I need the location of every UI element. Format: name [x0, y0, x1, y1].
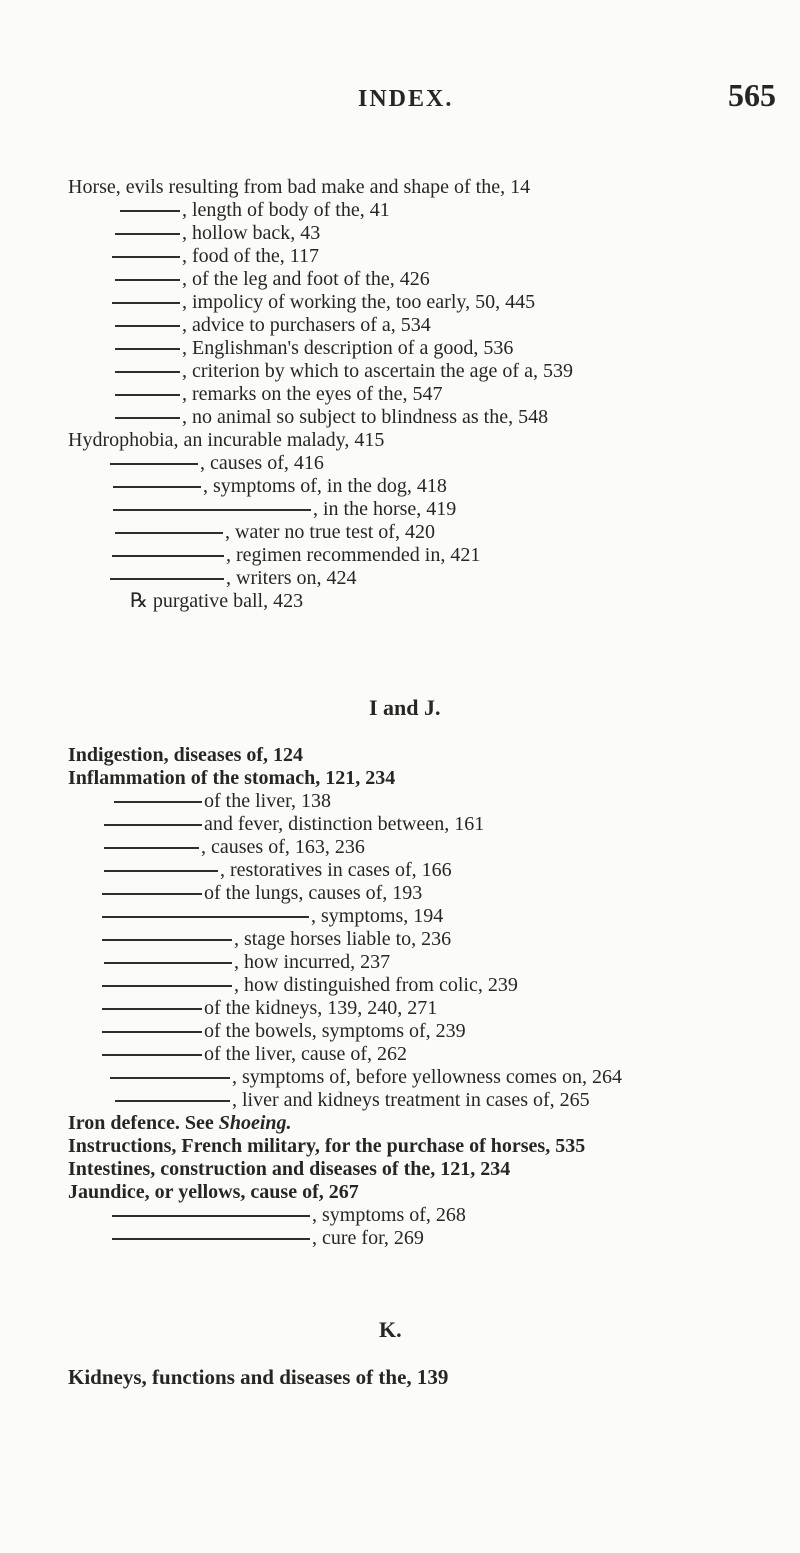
ditto-dash — [102, 1031, 202, 1033]
index-subentry: of the liver, cause of, 262 — [0, 1043, 800, 1066]
ditto-dash — [115, 325, 180, 327]
index-subentry: of the lungs, causes of, 193 — [0, 882, 800, 905]
ditto-dash — [104, 824, 202, 826]
index-subentry: , how distinguished from colic, 239 — [0, 974, 800, 997]
index-subentry: of the liver, 138 — [0, 790, 800, 813]
page-number: 565 — [728, 77, 776, 113]
ditto-dash — [115, 532, 223, 534]
index-entry: Kidneys, functions and diseases of the, 139 — [68, 1365, 449, 1389]
index-subentry: and fever, distinction between, 161 — [0, 813, 800, 836]
ditto-dash — [120, 210, 180, 212]
ditto-dash — [104, 847, 199, 849]
index-subentry: , no animal so subject to blindness as the, 548 — [0, 406, 800, 429]
index-subentry: , symptoms, 194 — [0, 905, 800, 928]
ditto-dash — [104, 870, 218, 872]
section-heading-i-and-j: I and J. — [369, 695, 441, 720]
index-subentry: , advice to purchasers of a, 534 — [0, 314, 800, 337]
index-subentry: of the bowels, symptoms of, 239 — [0, 1020, 800, 1043]
ditto-dash — [115, 233, 180, 235]
index-subentry: , symptoms of, before yellowness comes on, 264 — [0, 1066, 800, 1089]
index-subentry: , length of body of the, 41 — [0, 199, 800, 222]
ditto-dash — [115, 371, 180, 373]
ditto-dash — [113, 509, 311, 511]
index-subentry: , regimen recommended in, 421 — [0, 544, 800, 567]
ditto-dash — [102, 1008, 202, 1010]
index-subentry: , symptoms of, 268 — [0, 1204, 800, 1227]
index-subentry: , hollow back, 43 — [0, 222, 800, 245]
index-subentry: , food of the, 117 — [0, 245, 800, 268]
ditto-dash — [112, 1238, 310, 1240]
index-subentry: , causes of, 416 — [0, 452, 800, 475]
index-subentry: , cure for, 269 — [0, 1227, 800, 1250]
ditto-dash — [115, 417, 180, 419]
index-subentry: , stage horses liable to, 236 — [0, 928, 800, 951]
index-entry: Horse, evils resulting from bad make and shape of the, 14 — [68, 176, 531, 198]
ditto-dash — [102, 1054, 202, 1056]
ditto-dash — [102, 893, 202, 895]
ditto-dash — [102, 985, 232, 987]
index-subentry: ℞ purgative ball, 423 — [130, 590, 304, 612]
ditto-dash — [112, 302, 180, 304]
ditto-dash — [114, 801, 202, 803]
index-subentry: , how incurred, 237 — [0, 951, 800, 974]
index-subentry: , writers on, 424 — [0, 567, 800, 590]
horse-section — [0, 176, 800, 613]
ditto-dash — [112, 555, 224, 557]
index-entry: Instructions, French military, for the purchase of horses, 535 — [68, 1135, 586, 1157]
index-entry: Intestines, construction and diseases of the, 121, 234 — [68, 1158, 511, 1180]
ditto-dash — [110, 1077, 230, 1079]
index-entry: Inflammation of the stomach, 121, 234 — [68, 767, 396, 789]
ditto-dash — [113, 486, 201, 488]
index-subentry: , liver and kidneys treatment in cases of, 265 — [0, 1089, 800, 1112]
index-entry: Jaundice, or yellows, cause of, 267 — [68, 1181, 359, 1203]
index-subentry: , of the leg and foot of the, 426 — [0, 268, 800, 291]
index-subentry: , in the horse, 419 — [0, 498, 800, 521]
cross-reference-link: Shoeing. — [218, 1112, 292, 1134]
i-and-j-section — [0, 744, 800, 1250]
ditto-dash — [102, 939, 232, 941]
index-subentry: , criterion by which to ascertain the age of a, 539 — [0, 360, 800, 383]
ditto-dash — [112, 256, 180, 258]
ditto-dash — [115, 348, 180, 350]
index-subentry: , restoratives in cases of, 166 — [0, 859, 800, 882]
index-subentry: , symptoms of, in the dog, 418 — [0, 475, 800, 498]
k-section — [0, 1366, 800, 1389]
index-subentry: , impolicy of working the, too early, 50, 445 — [0, 291, 800, 314]
ditto-dash — [115, 1100, 230, 1102]
index-subentry: , Englishman's description of a good, 536 — [0, 337, 800, 360]
index-subentry: , water no true test of, 420 — [0, 521, 800, 544]
ditto-dash — [104, 962, 232, 964]
ditto-dash — [110, 463, 198, 465]
page-header-title: INDEX. — [358, 86, 454, 112]
ditto-dash — [115, 279, 180, 281]
index-entry: Indigestion, diseases of, 124 — [68, 744, 304, 766]
section-heading-k: K. — [379, 1317, 402, 1342]
index-entry: Iron defence. See Shoeing. — [68, 1112, 292, 1134]
index-subentry: , causes of, 163, 236 — [0, 836, 800, 859]
index-subentry: , remarks on the eyes of the, 547 — [0, 383, 800, 406]
ditto-dash — [110, 578, 224, 580]
index-subentry: of the kidneys, 139, 240, 271 — [0, 997, 800, 1020]
ditto-dash — [112, 1215, 310, 1217]
ditto-dash — [102, 916, 309, 918]
ditto-dash — [115, 394, 180, 396]
index-entry: Hydrophobia, an incurable malady, 415 — [68, 429, 385, 451]
